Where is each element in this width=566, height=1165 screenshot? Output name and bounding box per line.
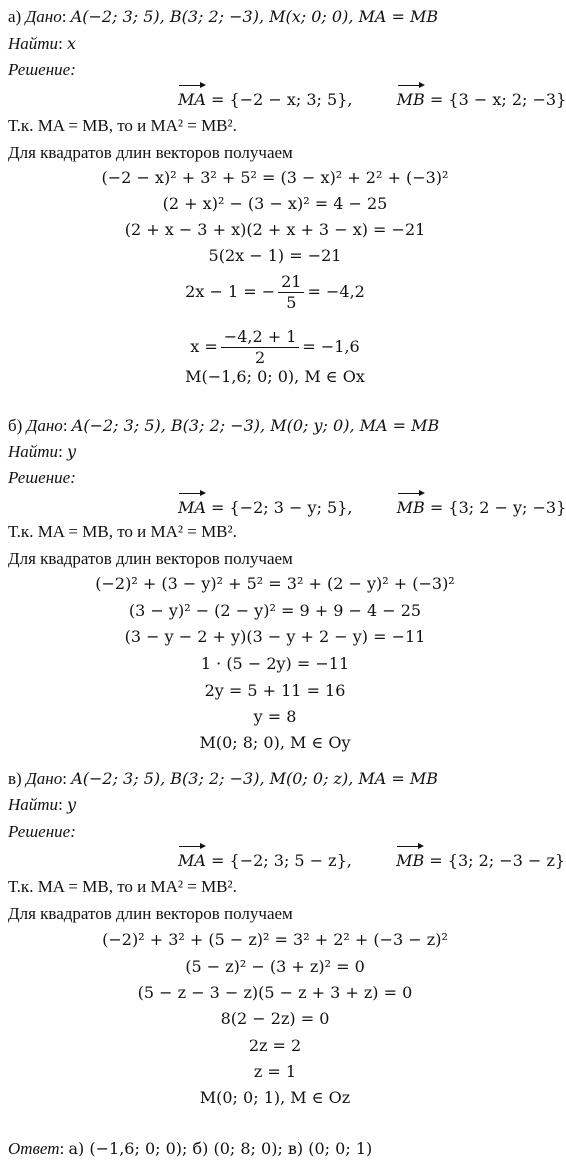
equation-c-2: (5 − z)² − (3 + z)² = 0 xyxy=(185,957,365,976)
given-line-b: б) Дано: A(−2; 3; 5), B(3; 2; −3), M(0; y; 0), MA = MB xyxy=(8,416,440,435)
given-label: Дано xyxy=(26,416,63,435)
vector-ma-name: MA xyxy=(178,843,206,872)
part-marker: в) xyxy=(8,769,22,788)
fraction-denominator: 5 xyxy=(286,293,297,312)
given-line-c: в) Дано: A(−2; 3; 5), B(3; 2; −3), M(0; 0; z), MA = MB xyxy=(8,769,439,788)
since-line-b: Т.к. MA = MB, то и MA² = MB². xyxy=(8,522,237,541)
equation-b-1: (−2)² + (3 − y)² + 5² = 3² + (2 − y)² + (−3)² xyxy=(95,574,455,593)
equation-a-6 xyxy=(0,327,550,368)
result-a: M(−1,6; 0; 0), M ∈ Ox xyxy=(185,367,365,386)
result-c: M(0; 0; 1), M ∈ Oz xyxy=(199,1088,351,1107)
solution-label: Решение xyxy=(8,822,71,841)
equation-a-5 xyxy=(0,272,550,313)
equation-right: = −1,6 xyxy=(302,337,360,356)
equation-c-1: (−2)² + 3² + (5 − z)² = 3² + 2² + (−3 − z)² xyxy=(102,930,448,949)
vector-ma-name: MA xyxy=(178,82,206,111)
equation-left: x = xyxy=(190,337,218,356)
vector-mb-name: MB xyxy=(396,843,424,872)
equation-a-2: (2 + x)² − (3 − x)² = 4 − 25 xyxy=(162,194,388,213)
vector-ma-coords: = {−2; 3; 5 − z}, xyxy=(211,851,352,870)
equation-b-2: (3 − y)² − (2 − y)² = 9 + 9 − 4 − 25 xyxy=(128,601,422,620)
solution-label: Решение xyxy=(8,60,71,79)
equation-c-6: z = 1 xyxy=(253,1062,297,1081)
vectors-line-c xyxy=(178,850,565,872)
given-text: A(−2; 3; 5), B(3; 2; −3), M(0; 0; z), MA = MB xyxy=(71,769,439,788)
find-variable: y xyxy=(67,442,77,461)
find-label: Найти xyxy=(8,795,59,814)
vector-ma-name: MA xyxy=(178,490,206,519)
answer-label: Ответ xyxy=(8,1139,60,1158)
find-label: Найти xyxy=(8,442,59,461)
given-label: Дано xyxy=(25,769,63,788)
vector-mb-name: MB xyxy=(397,82,425,111)
equation-a-4: 5(2x − 1) = −21 xyxy=(208,246,342,265)
equation-c-4: 8(2 − 2z) = 0 xyxy=(220,1009,330,1028)
vector-mb-coords: = {3; 2; −3 − z} xyxy=(429,851,566,870)
find-line-b: Найти: y xyxy=(8,442,77,461)
equation-b-5: 2y = 5 + 11 = 16 xyxy=(204,681,346,700)
equation-left: 2x − 1 = − xyxy=(185,282,276,301)
find-line-a: Найти: x xyxy=(8,34,77,53)
vectors-line-b xyxy=(178,497,566,519)
given-line-a: а) Дано: A(−2; 3; 5), B(3; 2; −3), M(x; 0; 0), MA = MB xyxy=(8,7,439,26)
vector-ma-coords: = {−2; 3 − y; 5}, xyxy=(211,498,353,517)
find-label: Найти xyxy=(8,34,59,53)
fraction xyxy=(278,272,304,313)
fraction-numerator: 21 xyxy=(278,272,304,293)
solution-label-b: Решение: xyxy=(8,468,76,487)
vector-mb-coords: = {3; 2 − y; −3} xyxy=(429,498,566,517)
equation-b-4: 1 · (5 − 2y) = −11 xyxy=(200,654,350,673)
equation-right: = −4,2 xyxy=(307,282,365,301)
vector-mb-coords: = {3 − x; 2; −3} xyxy=(429,90,566,109)
find-line-c: Найти: y xyxy=(8,795,77,814)
vector-ma-coords: = {−2 − x; 3; 5}, xyxy=(211,90,353,109)
vector-mb-name: MB xyxy=(397,490,425,519)
result-b: M(0; 8; 0), M ∈ Oy xyxy=(199,733,351,752)
since-line-c: Т.к. MA = MB, то и MA² = MB². xyxy=(8,877,237,896)
fraction-numerator: −4,2 + 1 xyxy=(221,327,300,348)
equation-a-1: (−2 − x)² + 3² + 5² = (3 − x)² + 2² + (−3)² xyxy=(101,168,449,187)
since-line-a: Т.к. MA = MB, то и MA² = MB². xyxy=(8,116,237,135)
squares-line-b: Для квадратов длин векторов получаем xyxy=(8,549,293,568)
solution-label-c: Решение: xyxy=(8,822,76,841)
equation-b-3: (3 − y − 2 + y)(3 − y + 2 − y) = −11 xyxy=(124,627,426,646)
equation-c-3: (5 − z − 3 − z)(5 − z + 3 + z) = 0 xyxy=(137,983,413,1002)
answer-text: а) (−1,6; 0; 0); б) (0; 8; 0); в) (0; 0; 1) xyxy=(68,1139,373,1158)
fraction xyxy=(221,327,300,368)
fraction-denominator: 2 xyxy=(254,348,266,367)
squares-line-c: Для квадратов длин векторов получаем xyxy=(8,904,293,923)
solution-label-a: Решение: xyxy=(8,60,76,79)
squares-line-a: Для квадратов длин векторов получаем xyxy=(8,143,293,162)
find-variable: y xyxy=(67,795,77,814)
part-marker: а) xyxy=(8,7,22,26)
given-label: Дано xyxy=(25,7,62,26)
solution-label: Решение xyxy=(8,468,71,487)
part-marker: б) xyxy=(8,416,23,435)
given-text: A(−2; 3; 5), B(3; 2; −3), M(0; y; 0), MA = MB xyxy=(71,416,440,435)
find-variable: x xyxy=(67,34,77,53)
equation-a-3: (2 + x − 3 + x)(2 + x + 3 − x) = −21 xyxy=(124,220,426,239)
given-text: A(−2; 3; 5), B(3; 2; −3), M(x; 0; 0), MA = MB xyxy=(70,7,439,26)
answer-line: Ответ: а) (−1,6; 0; 0); б) (0; 8; 0); в) (0; 0; 1) xyxy=(8,1139,373,1158)
vectors-line-a xyxy=(178,89,566,111)
equation-c-5: 2z = 2 xyxy=(248,1036,302,1055)
equation-b-6: y = 8 xyxy=(253,707,297,726)
